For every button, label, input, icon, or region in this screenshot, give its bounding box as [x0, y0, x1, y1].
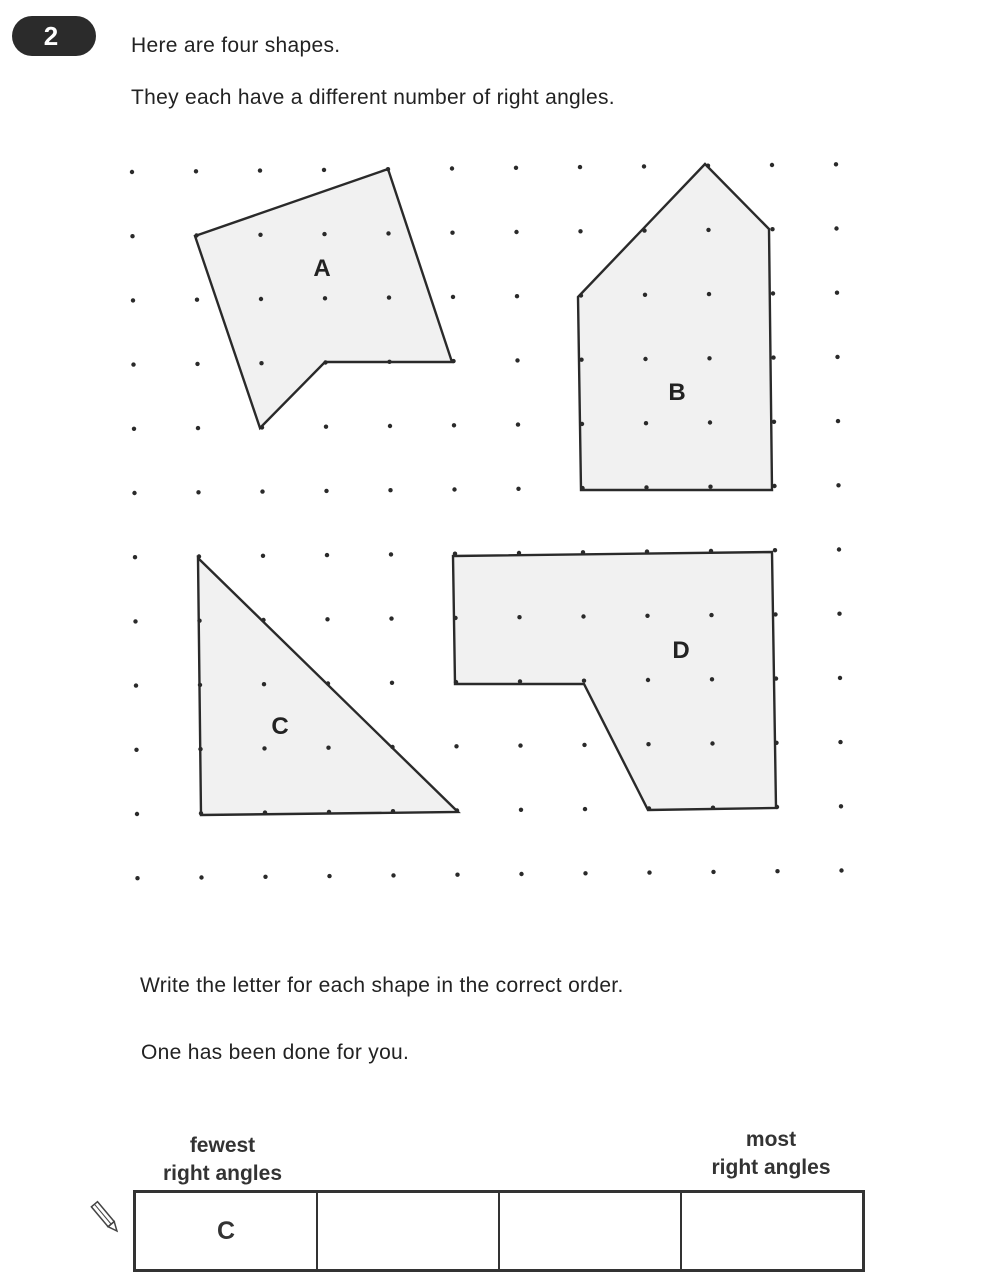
grid-dot	[322, 232, 326, 236]
grid-dot	[259, 361, 263, 365]
grid-dot	[389, 552, 393, 556]
grid-dot	[771, 291, 775, 295]
grid-dot	[581, 614, 585, 618]
shape-c-label: C	[271, 713, 289, 740]
grid-dot	[706, 164, 710, 168]
grid-dot	[262, 746, 266, 750]
shape-a-label: A	[313, 255, 331, 282]
grid-dot	[132, 427, 136, 431]
grid-dot	[647, 806, 651, 810]
grid-dot	[135, 876, 139, 880]
grid-dot	[327, 810, 331, 814]
grid-dot	[514, 230, 518, 234]
grid-dot	[837, 547, 841, 551]
grid-dot	[515, 294, 519, 298]
grid-dot	[706, 228, 710, 232]
grid-dot	[327, 874, 331, 878]
grid-dot	[518, 743, 522, 747]
grid-dot	[134, 748, 138, 752]
answer-cell-1: C	[136, 1193, 318, 1269]
grid-dot	[133, 555, 137, 559]
grid-dot	[707, 356, 711, 360]
grid-dot	[452, 423, 456, 427]
grid-dot	[135, 812, 139, 816]
grid-dot	[454, 744, 458, 748]
grid-dot	[388, 488, 392, 492]
grid-dot	[579, 293, 583, 297]
grid-dot	[323, 296, 327, 300]
shape-d-label: D	[672, 637, 690, 664]
grid-dot	[770, 227, 774, 231]
grid-dot	[130, 234, 134, 238]
grid-dot	[583, 871, 587, 875]
grid-dot	[390, 681, 394, 685]
grid-dot	[643, 357, 647, 361]
grid-dot	[772, 420, 776, 424]
grid-dot	[453, 616, 457, 620]
grid-dot	[258, 168, 262, 172]
grid-dot	[324, 425, 328, 429]
grid-dot	[838, 740, 842, 744]
grid-dot	[711, 870, 715, 874]
grid-dot	[451, 359, 455, 363]
grid-dot	[261, 554, 265, 558]
grid-dot	[323, 360, 327, 364]
grid-dot	[708, 420, 712, 424]
grid-dot	[454, 680, 458, 684]
grid-dot	[646, 678, 650, 682]
grid-dot	[263, 875, 267, 879]
grid-dot	[644, 485, 648, 489]
most-header-line1: most	[745, 1128, 797, 1151]
grid-dot	[325, 553, 329, 557]
grid-dot	[322, 168, 326, 172]
answer-cell-2[interactable]	[318, 1193, 500, 1269]
grid-dot	[708, 485, 712, 489]
fewest-header-line2: right angles	[162, 1162, 283, 1185]
grid-dot	[838, 676, 842, 680]
grid-dot	[451, 295, 455, 299]
grid-dot	[839, 804, 843, 808]
grid-dot	[771, 355, 775, 359]
grid-dot	[450, 166, 454, 170]
grid-dot	[133, 619, 137, 623]
grid-dot	[450, 231, 454, 235]
grid-dot	[194, 169, 198, 173]
grid-dot	[197, 619, 201, 623]
grid-dot	[517, 615, 521, 619]
grid-dot	[391, 873, 395, 877]
grid-dot	[196, 490, 200, 494]
fewest-header	[150, 1132, 295, 1188]
grid-dot	[130, 170, 134, 174]
grid-dot	[519, 872, 523, 876]
grid-dot	[197, 554, 201, 558]
grid-dot	[580, 486, 584, 490]
grid-dot	[261, 618, 265, 622]
answer-cell-3[interactable]	[500, 1193, 682, 1269]
grid-dot	[579, 358, 583, 362]
fewest-header-line1: fewest	[189, 1134, 256, 1157]
grid-dot	[325, 617, 329, 621]
grid-dot	[647, 870, 651, 874]
grid-dot	[391, 809, 395, 813]
grid-dot	[772, 484, 776, 488]
grid-dot	[516, 487, 520, 491]
grid-dot	[578, 165, 582, 169]
shape-c	[198, 558, 458, 815]
grid-dot	[835, 291, 839, 295]
grid-dot	[839, 868, 843, 872]
grid-dot	[774, 676, 778, 680]
grid-dot	[581, 550, 585, 554]
grid-dot	[259, 297, 263, 301]
question-number: 2	[43, 20, 59, 51]
grid-dot	[199, 875, 203, 879]
grid-dot	[515, 358, 519, 362]
grid-dot	[131, 298, 135, 302]
most-header	[700, 1126, 842, 1182]
grid-dot	[453, 552, 457, 556]
grid-dot	[514, 166, 518, 170]
intro-line-1: Here are four shapes.	[131, 34, 341, 57]
grid-dot	[516, 422, 520, 426]
most-header-line2: right angles	[711, 1156, 831, 1179]
grid-dot	[326, 746, 330, 750]
grid-dot	[262, 682, 266, 686]
grid-dot	[517, 551, 521, 555]
grid-dot	[195, 362, 199, 366]
grid-dot	[583, 807, 587, 811]
grid-dot	[582, 743, 586, 747]
instruction-line-1: Write the letter for each shape in the correct order.	[140, 974, 624, 997]
grid-dot	[263, 810, 267, 814]
grid-dot	[519, 808, 523, 812]
grid-dot	[774, 741, 778, 745]
grid-dot	[711, 806, 715, 810]
grid-dot	[386, 167, 390, 171]
grid-dot	[707, 292, 711, 296]
grid-dot	[644, 421, 648, 425]
grid-dot	[775, 869, 779, 873]
grid-dot	[643, 293, 647, 297]
grid-dot	[134, 683, 138, 687]
grid-dot	[260, 489, 264, 493]
grid-dot	[199, 811, 203, 815]
grid-dot	[455, 873, 459, 877]
grid-dot	[387, 295, 391, 299]
grid-dot	[645, 549, 649, 553]
grid-dot	[195, 298, 199, 302]
grid-dot	[710, 741, 714, 745]
grid-dot	[198, 747, 202, 751]
grid-dot	[582, 679, 586, 683]
grid-dot	[386, 231, 390, 235]
shape-d	[453, 552, 776, 810]
grid-dot	[646, 742, 650, 746]
grid-dot	[837, 612, 841, 616]
grid-dot	[834, 226, 838, 230]
grid-dot	[387, 360, 391, 364]
grid-dot	[770, 163, 774, 167]
grid-dot	[326, 681, 330, 685]
grid-dot	[388, 424, 392, 428]
grid-dot	[836, 419, 840, 423]
grid-dot	[196, 426, 200, 430]
answer-table	[133, 1190, 865, 1272]
grid-dot	[835, 355, 839, 359]
grid-dot	[834, 162, 838, 166]
shape-b-label: B	[668, 379, 686, 406]
grid-dot	[773, 612, 777, 616]
grid-dot	[194, 233, 198, 237]
intro-line-2: They each have a different number of right angles.	[131, 86, 615, 109]
grid-dot	[258, 233, 262, 237]
grid-dot	[710, 677, 714, 681]
grid-dot	[580, 422, 584, 426]
grid-dot	[518, 679, 522, 683]
grid-dot	[578, 229, 582, 233]
grid-dot	[132, 491, 136, 495]
grid-dot	[131, 362, 135, 366]
grid-dot	[775, 805, 779, 809]
grid-dot	[324, 489, 328, 493]
grid-dot	[260, 425, 264, 429]
shape-b	[578, 164, 772, 490]
grid-dot	[645, 614, 649, 618]
grid-dot	[455, 808, 459, 812]
pencil-icon	[90, 1198, 122, 1238]
grid-dot	[642, 164, 646, 168]
grid-dot	[709, 613, 713, 617]
grid-dot	[390, 745, 394, 749]
grid-dot	[389, 616, 393, 620]
answer-cell-4[interactable]	[682, 1193, 862, 1269]
grid-dot	[709, 549, 713, 553]
instruction-line-2: One has been done for you.	[141, 1041, 410, 1064]
grid-dot	[198, 683, 202, 687]
grid-dot	[836, 483, 840, 487]
grid-dot	[773, 548, 777, 552]
grid-dot	[642, 228, 646, 232]
grid-dot	[452, 487, 456, 491]
